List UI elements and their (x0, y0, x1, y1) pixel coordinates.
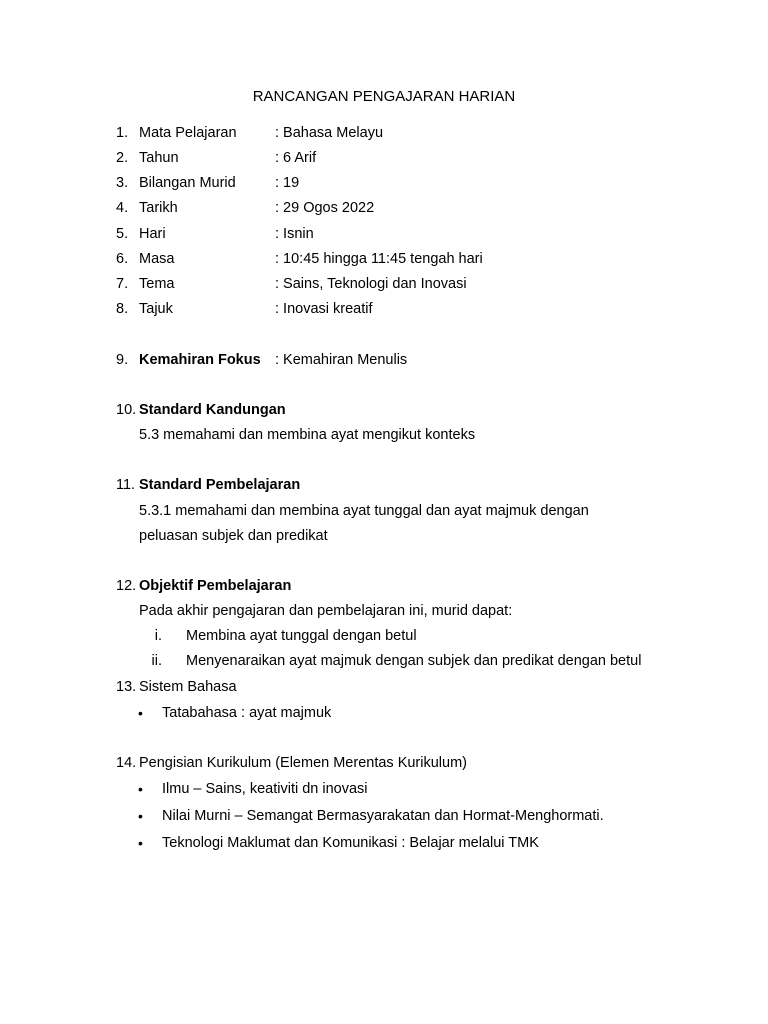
list-item: Nilai Murni – Semangat Bermasyarakatan dan Hormat-Menghormati. (162, 808, 604, 824)
standard-pembelajaran-line-1: 5.3.1 memahami dan membina ayat tunggal dan ayat majmuk dengan (139, 503, 589, 519)
list-item: Teknologi Maklumat dan Komunikasi : Belajar melalui TMK (162, 835, 539, 851)
info-label: Mata Pelajaran (139, 125, 237, 141)
section-number: 11. (116, 477, 136, 493)
section-number: 14. (116, 755, 137, 771)
info-number: 7. (116, 276, 129, 292)
info-label: Tema (139, 276, 175, 292)
section-heading-pengisian-kurikulum: Pengisian Kurikulum (Elemen Merentas Kurikulum) (139, 755, 467, 771)
list-item: Tatabahasa : ayat majmuk (162, 705, 332, 721)
list-marker: ii. (151, 653, 162, 669)
info-label: Tajuk (139, 301, 173, 317)
info-label: Masa (139, 251, 175, 267)
bullet-icon: • (138, 835, 143, 851)
section-heading-standard-pembelajaran: Standard Pembelajaran (139, 477, 301, 493)
document-title: RANCANGAN PENGAJARAN HARIAN (252, 88, 516, 105)
info-number: 5. (116, 226, 129, 242)
info-number: 6. (116, 251, 129, 267)
section-number: 9. (116, 352, 129, 368)
section-heading-objektif-pembelajaran: Objektif Pembelajaran (139, 578, 292, 594)
section-heading-standard-kandungan: Standard Kandungan (139, 402, 286, 418)
info-number: 4. (116, 200, 129, 216)
info-value: : Sains, Teknologi dan Inovasi (275, 276, 467, 292)
info-value: : 6 Arif (275, 150, 317, 166)
info-number: 8. (116, 301, 129, 317)
info-label: Bilangan Murid (139, 175, 236, 191)
standard-pembelajaran-line-2: peluasan subjek dan predikat (139, 528, 328, 544)
list-marker: i. (154, 628, 162, 644)
info-value: : Isnin (275, 226, 314, 242)
kemahiran-fokus-value: : Kemahiran Menulis (275, 352, 408, 368)
info-number: 1. (116, 125, 129, 141)
bullet-icon: • (138, 705, 143, 721)
info-label: Hari (139, 226, 166, 242)
info-value: : Inovasi kreatif (275, 301, 373, 317)
section-heading-kemahiran-fokus: Kemahiran Fokus (139, 352, 261, 368)
info-value: : 29 Ogos 2022 (275, 200, 375, 216)
section-number: 10. (116, 402, 137, 418)
bullet-icon: • (138, 808, 143, 824)
bullet-icon: • (138, 781, 143, 797)
info-value: : 19 (275, 175, 300, 191)
section-number: 13. (116, 679, 137, 695)
standard-kandungan-text: 5.3 memahami dan membina ayat mengikut konteks (139, 427, 476, 443)
info-number: 3. (116, 175, 129, 191)
info-value: : 10:45 hingga 11:45 tengah hari (275, 251, 483, 267)
list-item: Membina ayat tunggal dengan betul (186, 628, 417, 644)
info-number: 2. (116, 150, 129, 166)
info-value: : Bahasa Melayu (275, 125, 384, 141)
section-number: 12. (116, 578, 137, 594)
info-label: Tarikh (139, 200, 178, 216)
section-heading-sistem-bahasa: Sistem Bahasa (139, 679, 237, 695)
list-item: Ilmu – Sains, keativiti dn inovasi (162, 781, 368, 797)
objektif-intro: Pada akhir pengajaran dan pembelajaran ini, murid dapat: (139, 603, 513, 619)
info-label: Tahun (139, 150, 179, 166)
list-item: Menyenaraikan ayat majmuk dengan subjek dan predikat dengan betul (186, 653, 642, 669)
